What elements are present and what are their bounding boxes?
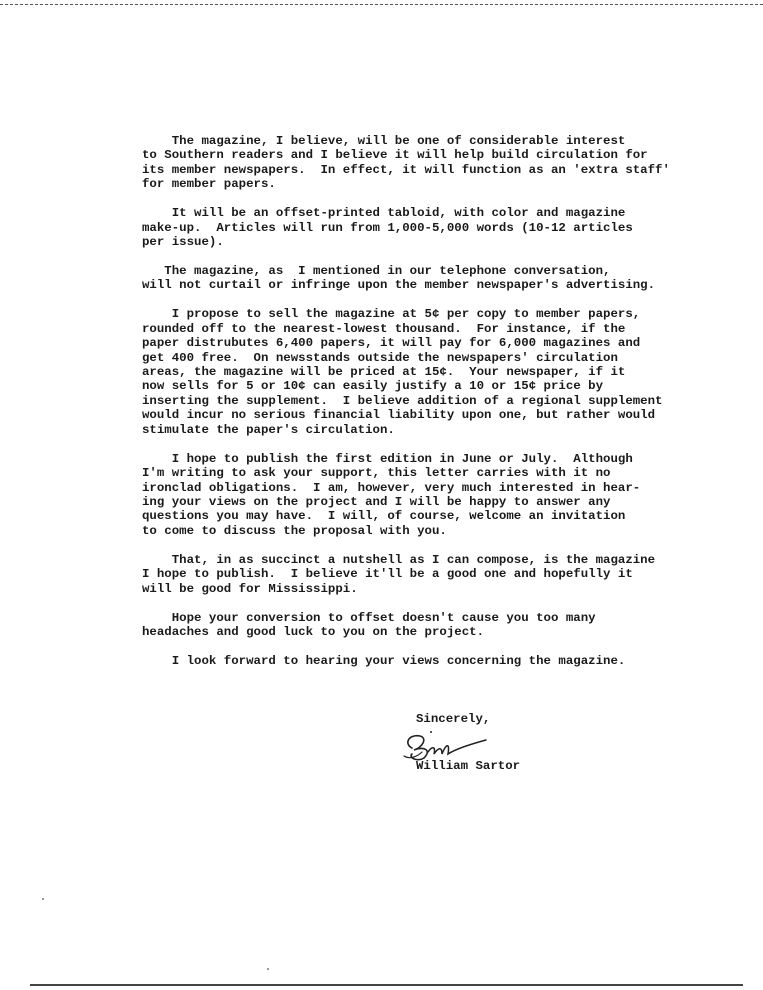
letter-line: I'm writing to ask your support, this letter carries with it no bbox=[142, 466, 611, 481]
letter-line: its member newspapers. In effect, it will function as an 'extra staff' bbox=[142, 162, 670, 177]
top-dashed-border bbox=[0, 4, 763, 5]
letter-line: The magazine, I believe, will be one of considerable interest bbox=[142, 134, 626, 148]
letter-paragraph bbox=[142, 611, 682, 640]
letter-line: That, in as succinct a nutshell as I can compose, is the magazine bbox=[142, 552, 656, 567]
letter-line: will not curtail or infringe upon the member newspaper's advertising. bbox=[142, 278, 656, 293]
letter-paragraph bbox=[142, 307, 682, 437]
letter-line: It will be an offset-printed tabloid, with color and magazine bbox=[142, 206, 626, 221]
letter-line: Hope your conversion to offset doesn't cause you too many bbox=[142, 610, 596, 625]
letter-paragraph bbox=[142, 134, 682, 192]
letter-line: areas, the magazine will be priced at 15¢. Your newspaper, if it bbox=[142, 365, 626, 380]
letter-paragraph bbox=[142, 206, 682, 249]
scan-speck bbox=[267, 968, 269, 970]
letter-line: The magazine, as I mentioned in our telephone conversation, bbox=[142, 264, 611, 279]
signer-name: William Sartor bbox=[416, 759, 521, 773]
letter-line: rounded off to the nearest-lowest thousand. For instance, if the bbox=[142, 321, 626, 336]
letter-line: I hope to publish the first edition in June or July. Although bbox=[142, 451, 633, 466]
letter-line: per issue). bbox=[142, 235, 224, 250]
letter-line: to Southern readers and I believe it will help build circulation for bbox=[142, 148, 648, 163]
letter-line: I propose to sell the magazine at 5¢ per copy to member papers, bbox=[142, 307, 641, 322]
letter-line: ing your views on the project and I will be happy to answer any bbox=[142, 494, 611, 509]
letter-paragraph bbox=[142, 452, 682, 538]
letter-body bbox=[142, 134, 682, 683]
letter-line: questions you may have. I will, of course, welcome an invitation bbox=[142, 509, 626, 524]
letter-line: for member papers. bbox=[142, 177, 276, 192]
letter-line: I hope to publish. I believe it'll be a good one and hopefully it bbox=[142, 567, 633, 582]
letter-line: inserting the supplement. I believe addition of a regional supplement bbox=[142, 393, 663, 408]
letter-line: get 400 free. On newsstands outside the newspapers' circulation bbox=[142, 350, 618, 365]
letter-line: would incur no serious financial liability upon one, but rather would bbox=[142, 408, 656, 423]
letter-line: I look forward to hearing your views concerning the magazine. bbox=[142, 653, 626, 668]
letter-line: headaches and good luck to you on the project. bbox=[142, 624, 485, 639]
letter-line: make-up. Articles will run from 1,000-5,000 words (10-12 articles bbox=[142, 220, 633, 235]
bottom-border-rule bbox=[30, 984, 743, 986]
letter-paragraph bbox=[142, 654, 682, 668]
letter-line: will be good for Mississippi. bbox=[142, 581, 358, 596]
scan-speck bbox=[42, 898, 44, 900]
closing-salutation: Sincerely, bbox=[416, 712, 491, 726]
letter-line: paper distrubutes 6,400 papers, it will pay for 6,000 magazines and bbox=[142, 336, 641, 351]
letter-line: ironclad obligations. I am, however, very much interested in hear- bbox=[142, 480, 641, 495]
letter-paragraph bbox=[142, 553, 682, 596]
letter-line: stimulate the paper's circulation. bbox=[142, 422, 395, 437]
letter-paragraph bbox=[142, 264, 682, 293]
letter-line: to come to discuss the proposal with you. bbox=[142, 523, 447, 538]
letter-line: now sells for 5 or 10¢ can easily justify a 10 or 15¢ price by bbox=[142, 379, 604, 394]
